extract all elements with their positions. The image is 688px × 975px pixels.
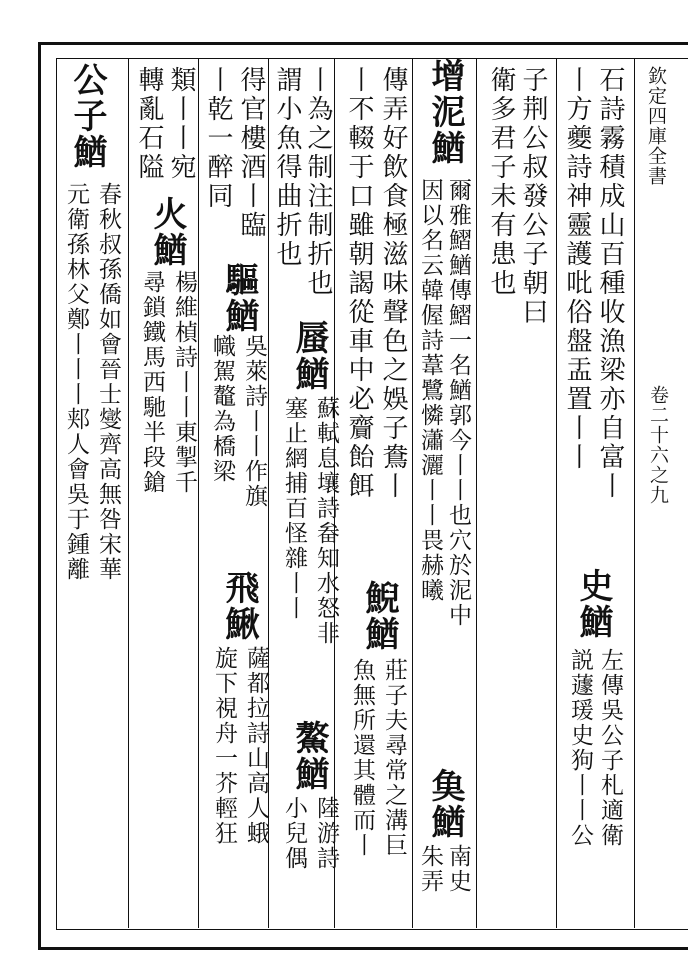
volume-label: 卷二十六之九 [647,385,669,505]
headword-gloss: 吳萊詩丨丨作旗 [241,334,267,509]
headword-gloss: 因以名云韓偓詩葦鷺憐瀟灑丨丨畏赫曦 [417,178,443,603]
headword-gloss: 幟駕鼇為橋梁 [209,334,235,484]
text-column: 元衛孫林父鄭丨丨丨郏人會吳于鍾離 [63,182,89,582]
headword-gloss: 蘇軾息壤詩畚知水怒非 [313,396,339,646]
text-column: 類丨丨宛 [166,66,196,182]
text-column: 衛多君子未有患也 [486,66,516,298]
headword: 𩵋鰌 [425,768,465,840]
text-column: 得官樓酒丨臨 [236,66,266,240]
headword-gloss: 小兒偶 [281,796,307,871]
headword: 史鰌 [573,568,613,640]
banxin-rule [634,58,635,928]
headword-gloss: 莊子夫尋常之溝巨 [381,658,407,858]
text-column: 子荆公叔發公子朝曰 [518,66,548,327]
headword: 公子鰌 [67,62,107,170]
headword-gloss: 春秋叔孫僑如會晉士燮齊高無咎宋華 [95,182,121,582]
headword-gloss: 説蘧瑗史狗丨丨公 [567,648,593,848]
headword-gloss: 塞止網捕百怪雜丨丨 [281,396,307,621]
headword: 鯢鰌 [359,580,399,652]
text-column: 丨方夔詩神靈護吡俗盤盂置丨丨 [562,66,592,472]
headword-gloss: 旋下視舟一芥輕狂 [211,646,237,846]
text-column: 謂小魚得曲折也 [272,66,302,269]
headword: 飛鰍 [219,570,259,642]
text-column: 傳弄好飲食極滋味聲色之娛子鴦丨 [378,66,408,501]
text-column: 丨為之制注制折也 [303,66,333,298]
headword: 蜃鰌 [289,320,329,392]
headword-gloss: 魚無所還其體而丨 [349,658,375,858]
text-column: 轉亂石隘 [134,66,164,182]
column-rule [412,58,413,928]
column-rule [198,58,199,928]
text-column: 石詩霧積成山百種收漁梁亦自富丨 [595,66,625,501]
book-title: 欽定四庫全書 [645,66,667,186]
text-column: 丨乾一醉同 [203,66,233,211]
headword-gloss: 尋鎖鐵馬西馳半段鎗 [139,270,165,495]
headword: 驅鰌 [219,262,259,334]
text-column: 丨不輟于口雖朝謁從車中必齎飴餌 [344,66,374,501]
column-rule [476,58,477,928]
headword-gloss: 朱弄 [417,844,443,894]
headword-gloss: 爾雅鰼鰌傳鰼一名鰌郭今丨丨也穴於泥中 [445,178,471,628]
headword: 鰲鰌 [289,720,329,792]
headword-gloss: 陸游詩 [313,796,339,871]
headword: 火鰌 [147,196,187,268]
column-rule [556,58,557,928]
headword-gloss: 薩都拉詩山高人蛾 [243,646,269,846]
headword-gloss: 南史 [445,844,471,894]
headword-gloss: 楊維楨詩丨丨東掣千 [171,270,197,495]
headword-gloss: 左傳吳公子札適衛 [597,648,623,848]
headword: 增泥鰌 [425,58,465,166]
column-rule [128,58,129,928]
